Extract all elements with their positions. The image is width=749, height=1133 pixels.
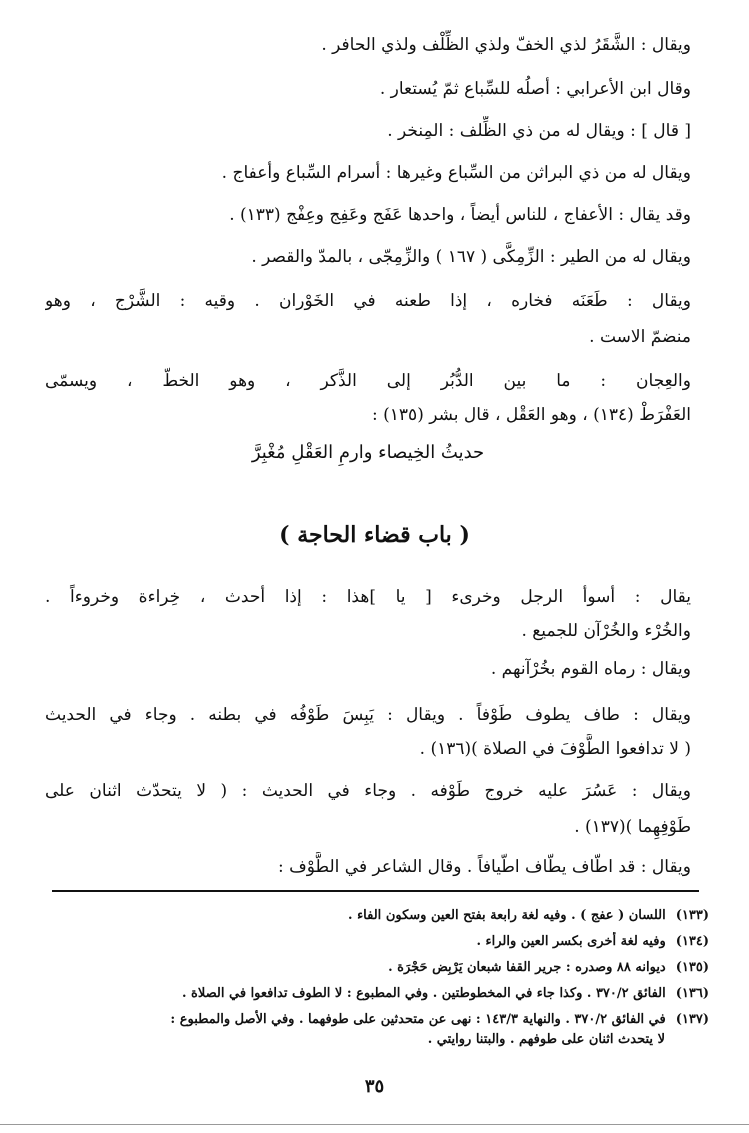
text-line-5: وقد يقال : الأعفاج ، للناس أيضاً ، واحدها عَفَج وعَفِج وعِفْج (١٣٣) . [229,205,691,225]
text-line-1: ويقال : الشَّقَرُ لذي الخفّ ولذي الظِّلْف ولذي الحافر . [321,35,691,55]
text-line-16: ويقال : عَسُرَ عليه خروج طَوْفه . وجاء في الحديث : ( لا يتحدّث اثنان على [45,781,691,801]
page-number: ٣٥ [364,1076,385,1097]
footnote-135 [45,958,709,978]
text-line-10: العَفْرَطْ (١٣٤) ، وهو العَقْل ، قال بشر (١٣٥) : [372,405,691,425]
footnote-number: (١٣٥) [675,960,709,975]
text-line-4: ويقال له من ذي البراثن من السِّباع وغيرها : أسرام السِّباع وأعفاج . [221,163,691,183]
bottom-edge-line [0,1124,749,1125]
footnote-133 [45,906,709,926]
section-heading: ( باب قضاء الحاجة ) [279,522,470,548]
text-line-2: وقال ابن الأعرابي : أصلُه للسِّباع ثمّ يُستعار . [379,79,691,99]
text-line-17: طَوْفِهِما )(١٣٧) . [574,817,691,837]
footnote-text: اللسان ( عفج ) . وفيه لغة رابعة بفتح العين وسكون الفاء . [348,908,666,923]
text-line-11: يقال : أسوأ الرجل وخرىء [ يا ]هذا : إذا أحدث ، خِراءة وخروءاً . [45,587,691,607]
text-line-12: والخُرْء والخُرْآن للجميع . [521,621,691,641]
footnote-137-continuation [45,1030,665,1050]
text-line-18: ويقال : قد اطّاف يطّاف اطّيافاً . وقال الشاعر في الطَّوْف : [277,857,691,877]
footnote-number: (١٣٦) [675,986,709,1001]
text-line-6: ويقال له من الطير : الزِّمِكَّى ( ١٦٧ ) والزِّمِجّى ، بالمدّ والقصر . [251,247,691,267]
text-line-7: ويقال : طَعَنَه فخاره ، إذا طعنه في الخَوْران . وقيه : الشَّرْج ، وهو [45,291,691,311]
footnote-137 [45,1010,709,1030]
footnote-text: وفيه لغة أخرى بكسر العين والراء . [476,934,666,949]
footnote-text: لا يتحدث اثنان على طوفهم . والبتنا روايتي . [427,1032,665,1047]
text-line-13: ويقال : رماه القوم بخُرْآنهم . [490,659,691,679]
footnote-text: في الفائق ٣٧٠/٢ . والنهاية ١٤٣/٣ : نهى عن متحدثين على طوفهما . وفي الأصل والمطبوع : [170,1012,666,1027]
text-line-9: والعِجان : ما بين الدُّبُر إلى الذَّكر ، وهو الخطّ ، ويسمّى [45,371,691,391]
text-line-3: [ قال ] : ويقال له من ذي الظِّلف : المِنخر . [387,121,691,141]
verse-line: حديثُ الخِيصاء وارمِ العَقْلِ مُغْبِرَّ [251,442,485,463]
text-line-15: ( لا تدافعوا الطَّوْفَ في الصلاة )(١٣٦) . [419,739,691,759]
footnote-number: (١٣٣) [675,908,709,923]
footnote-134 [45,932,709,952]
text-line-14: ويقال : طاف يطوف طَوْفاً . ويقال : يَبِسَ طَوْفُه في بطنه . وجاء في الحديث [45,705,691,725]
footnote-text: الفائق ٣٧٠/٢ . وكذا جاء في المخطوطتين . وفي المطبوع : لا الطوف تدافعوا في الصلاة . [182,986,666,1001]
footnote-separator [52,890,699,892]
footnote-136 [45,984,709,1004]
footnote-number: (١٣٤) [675,934,709,949]
footnote-number: (١٣٧) [675,1012,709,1027]
footnote-text: ديوانه ٨٨ وصدره : جرير القفا شبعان يَرْبِض حَجْرَة . [388,960,666,975]
text-line-8: منضمّ الاست . [589,327,691,347]
